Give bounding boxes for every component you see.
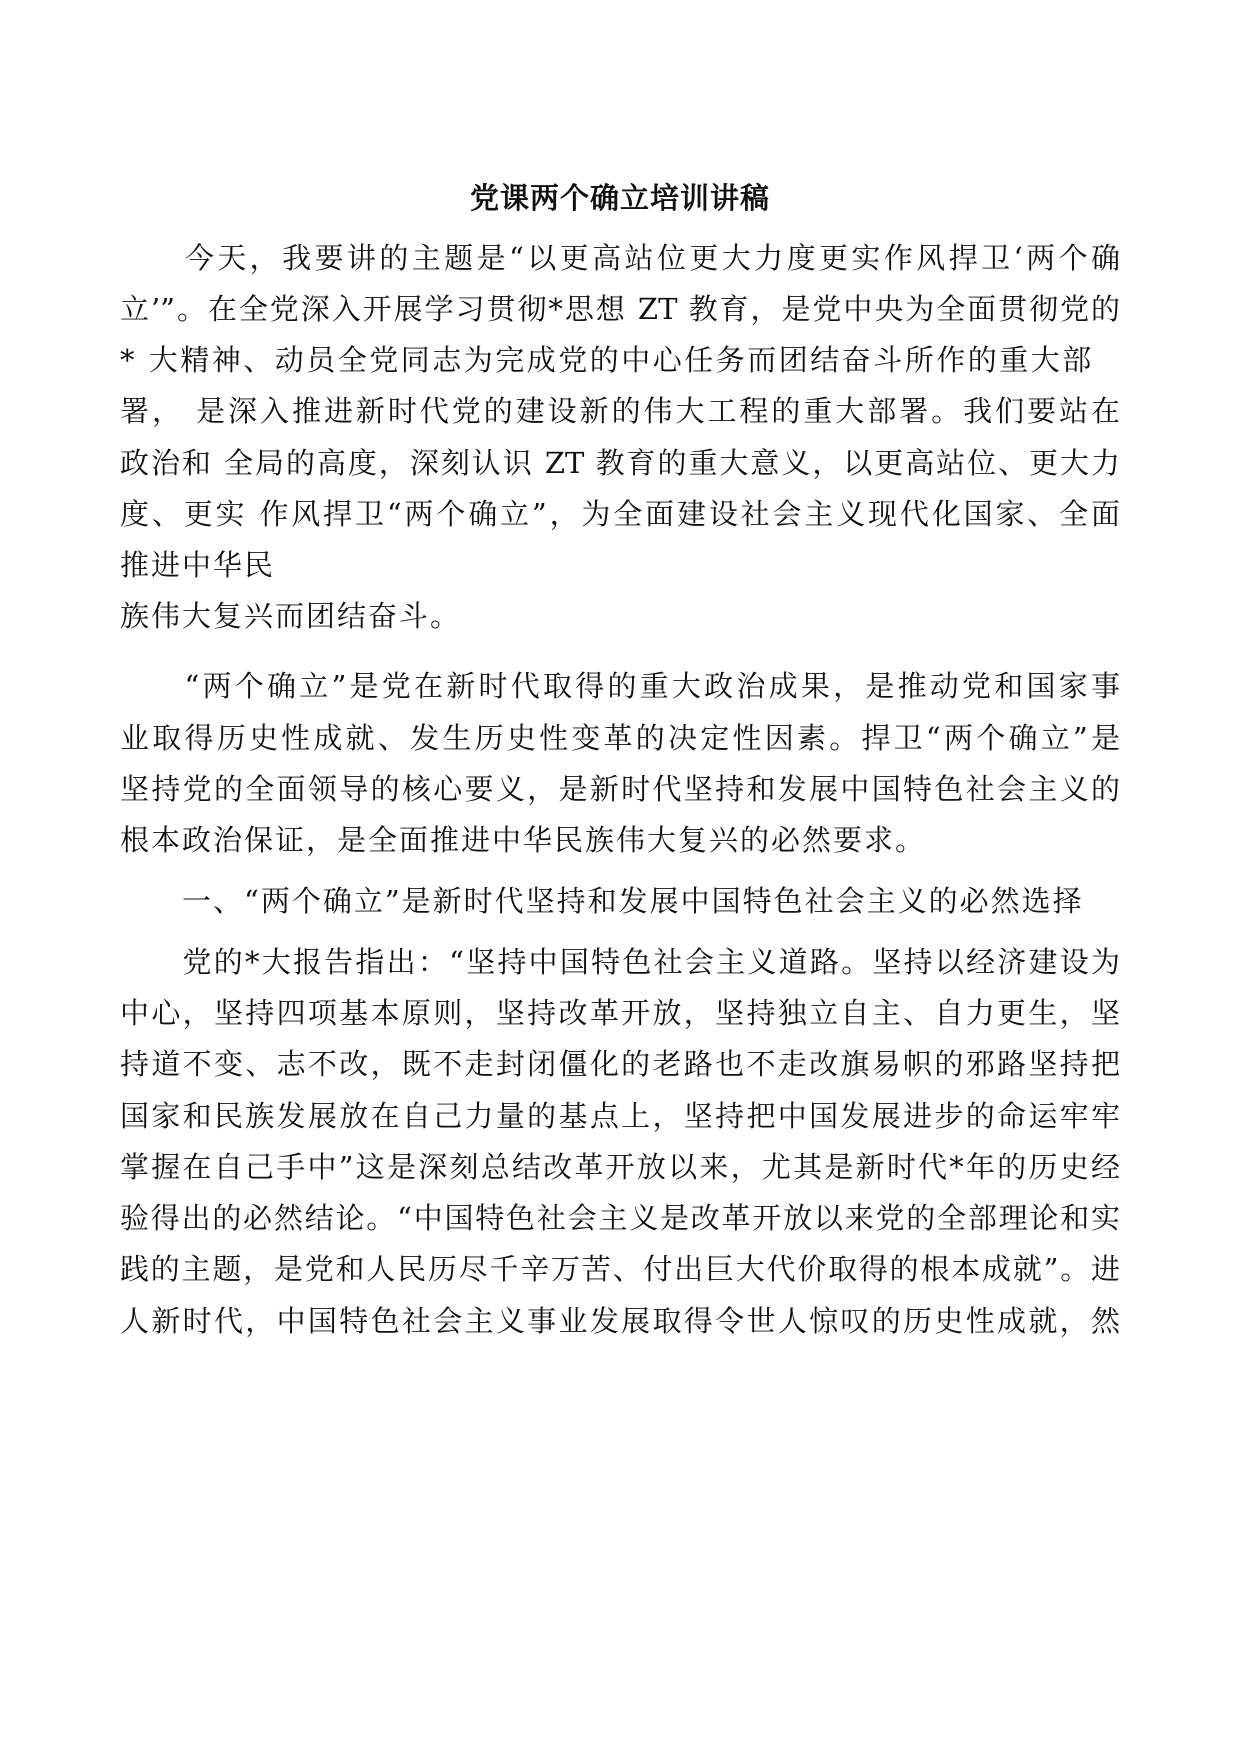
body-line: 人新时代，中国特色社会主义事业发展取得令世人惊叹的历史性成就，然 — [120, 1304, 1120, 1338]
body-line: 验得出的必然结论。“中国特色社会主义是改革开放以来党的全部理论和实 — [120, 1201, 1120, 1235]
body-line: 党的*大报告指出：“坚持中国特色社会主义道路。坚持以经济建设为 — [120, 945, 1120, 979]
body-line: 践的主题，是党和人民历尽千辛万苦、付出巨大代价取得的根本成就”。进 — [120, 1252, 1120, 1286]
document-title: 党课两个确立培训讲稿 — [469, 181, 770, 215]
body-line: 署， 是深入推进新时代党的建设新的伟大工程的重大部署。我们要站在 — [120, 394, 1120, 428]
body-line: * 大精神、动员全党同志为完成党的中心任务而团结奋斗所作的重大部 — [120, 343, 1094, 377]
body-line: 持道不变、志不改，既不走封闭僵化的老路也不走改旗易帜的邪路坚持把 — [120, 1047, 1120, 1081]
section-heading: 一、“两个确立”是新时代坚持和发展中国特色社会主义的必然选择 — [120, 884, 1084, 918]
body-line: 根本政治保证，是全面推进中华民族伟大复兴的必然要求。 — [120, 823, 927, 857]
body-line: 政治和 全局的高度，深刻认识 ZT 教育的重大意义，以更高站位、更大力 — [120, 446, 1120, 480]
body-line: 立’”。在全党深入开展学习贯彻*思想 ZT 教育，是党中央为全面贯彻党的 — [120, 292, 1120, 326]
body-line: 中心，坚持四项基本原则，坚持改革开放，坚持独立自主、自力更生，坚 — [120, 996, 1120, 1030]
body-line: 推进中华民 — [120, 548, 276, 582]
body-line: 坚持党的全面领导的核心要义，是新时代坚持和发展中国特色社会主义的 — [120, 772, 1120, 806]
body-line: “两个确立”是党在新时代取得的重大政治成果，是推动党和国家事 — [120, 669, 1120, 703]
body-line: 业取得历史性成就、发生历史性变革的决定性因素。捍卫“两个确立”是 — [120, 721, 1120, 755]
body-line: 掌握在自己手中”这是深刻总结改革开放以来，尤其是新时代*年的历史经 — [120, 1150, 1120, 1184]
body-line: 国家和民族发展放在自己力量的基点上，坚持把中国发展进步的命运牢牢 — [120, 1099, 1120, 1133]
body-line: 度、更实 作风捍卫“两个确立”，为全面建设社会主义现代化国家、全面 — [120, 497, 1120, 531]
body-line: 今天，我要讲的主题是“以更高站位更大力度更实作风捍卫‘两个确 — [120, 241, 1120, 275]
body-line: 族伟大复兴而团结奋斗。 — [120, 599, 462, 633]
